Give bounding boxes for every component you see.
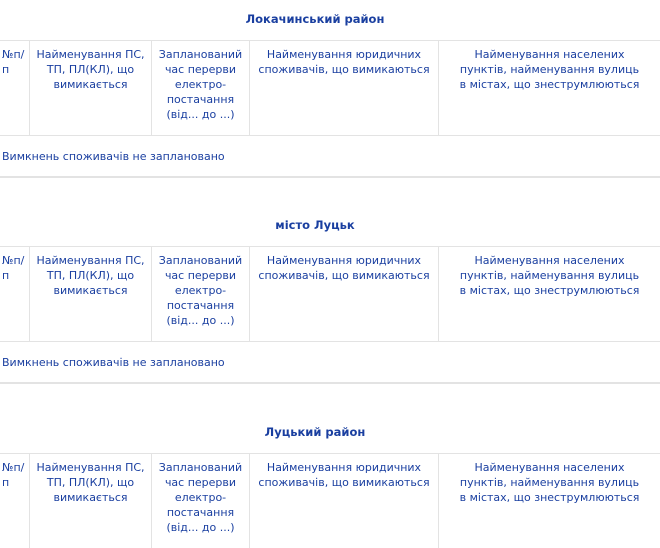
- column-header-consumers: Найменування юридичних споживачів, що вимикаються: [250, 247, 439, 341]
- column-header-consumers: Найменування юридичних споживачів, що вимикаються: [250, 454, 439, 548]
- empty-message: Вимкнень споживачів не заплановано: [2, 355, 225, 369]
- empty-message-row: [0, 136, 660, 177]
- column-header-time: Запланований час перерви електро- постачання (від... до ...): [152, 41, 250, 135]
- outage-table: [0, 453, 660, 548]
- district-title: Луцький район: [264, 425, 366, 439]
- column-header-number: №п/ п: [0, 454, 30, 548]
- column-header-time: Запланований час перерви електро- постачання (від... до ...): [152, 454, 250, 548]
- empty-message-row: [0, 342, 660, 383]
- column-header-number: №п/ п: [0, 41, 30, 135]
- outage-table: [0, 246, 660, 384]
- column-header-substation: Найменування ПС, ТП, ПЛ(КЛ), що вимикається: [30, 247, 152, 341]
- table-header-row: [0, 247, 660, 342]
- outage-table: [0, 40, 660, 178]
- column-header-substation: Найменування ПС, ТП, ПЛ(КЛ), що вимикається: [30, 454, 152, 548]
- column-header-settlements: Найменування населених пунктів, найменування вулиць в містах, що знеструмлюються: [459, 461, 640, 504]
- column-header-substation: Найменування ПС, ТП, ПЛ(КЛ), що вимикається: [30, 41, 152, 135]
- column-header-number: №п/ п: [0, 247, 30, 341]
- district-title: Локачинський район: [245, 12, 385, 26]
- column-header-settlements: Найменування населених пунктів, найменування вулиць в містах, що знеструмлюються: [459, 254, 640, 297]
- table-header-row: [0, 41, 660, 136]
- column-header-consumers: Найменування юридичних споживачів, що вимикаються: [250, 41, 439, 135]
- column-header-time: Запланований час перерви електро- постачання (від... до ...): [152, 247, 250, 341]
- column-header-settlements: Найменування населених пунктів, найменування вулиць в містах, що знеструмлюються: [459, 48, 640, 91]
- district-title: місто Луцьк: [275, 218, 355, 232]
- table-header-row: [0, 454, 660, 548]
- empty-message: Вимкнень споживачів не заплановано: [2, 149, 225, 163]
